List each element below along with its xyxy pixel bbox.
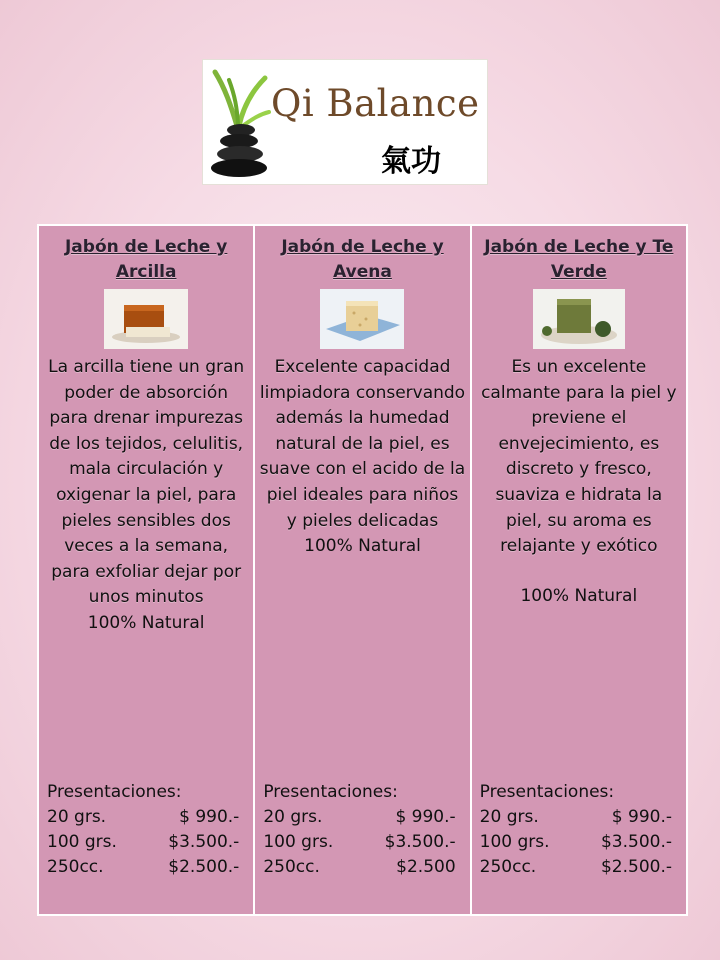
product-natural-label: 100% Natural [520,585,638,606]
presentation-size: 250cc. [47,857,104,877]
product-name-line2: Verde [550,262,607,282]
presentation-row [263,830,465,855]
presentation-size: 100 grs. [479,832,550,852]
product-cell-arcilla [38,225,254,915]
presentation-row [47,855,249,880]
product-description: Excelente capacidad limpiadora conservando además la humedad natural de la piel, es suave con el acido de la piel ideales para niños y pieles delicadas [259,357,466,531]
presentation-price: $ 990.- [611,807,672,827]
product-natural-label: 100% Natural [87,612,205,633]
product-name [472,226,686,285]
presentation-row [47,830,249,855]
presentation-price: $ 990.- [179,807,240,827]
product-cell-te-verde [471,225,687,915]
product-name-line2: Arcilla [115,262,177,282]
product-name-line1: Jabón de Leche y Te [484,237,674,257]
brand-chinese-characters: 氣功 [381,144,441,179]
product-name-line2: Avena [333,262,392,282]
presentations-label: Presentaciones: [47,782,182,802]
brand-name: Qi Balance [271,82,480,125]
presentation-row [47,805,249,830]
presentation-size: 20 grs. [47,807,107,827]
product-name [255,226,469,285]
presentation-size: 250cc. [479,857,537,877]
zen-stones-bamboo-icon [207,66,271,180]
product-name-line1: Jabón de Leche y [281,237,444,257]
product-name-line1: Jabón de Leche y [64,237,228,257]
presentation-size: 100 grs. [47,832,117,852]
presentation-size: 100 grs. [263,832,334,852]
presentation-price: $2.500.- [168,857,240,877]
presentation-price: $3.500.- [168,832,240,852]
presentation-price: $3.500.- [384,832,456,852]
products-table [37,224,688,916]
presentation-row [480,855,682,880]
green-tea-soap-image [533,289,625,349]
product-natural-label: 100% Natural [304,536,421,557]
presentations-list [263,780,465,880]
presentation-row [263,805,465,830]
presentation-price: $2.500 [396,857,456,877]
presentations-label: Presentaciones: [263,782,398,802]
product-description: Es un excelente calmante para la piel y previene el envejecimiento, es discreto y fresco, suaviza e hidrata la piel, su aroma es relajante y exótico [481,357,677,557]
presentations-list [47,780,249,880]
presentation-size: 20 grs. [479,807,539,827]
presentations-label: Presentaciones: [479,782,615,802]
presentation-row [263,855,465,880]
presentation-size: 250cc. [263,857,320,877]
presentation-row [480,830,682,855]
presentation-price: $3.500.- [600,832,672,852]
product-name [39,226,253,285]
clay-soap-image [104,289,188,349]
presentation-size: 20 grs. [263,807,323,827]
qi-balance-logo [202,59,488,185]
presentation-row [480,805,682,830]
oat-soap-image [320,289,404,349]
product-description: La arcilla tiene un gran poder de absorción para drenar impurezas de los tejidos, celulitis, mala circulación y oxigenar la piel, para pieles sensibles dos veces a la semana, para exfoliar dejar por unos minutos [48,357,245,608]
presentation-price: $ 990.- [395,807,456,827]
product-cell-avena [254,225,470,915]
presentation-price: $2.500.- [600,857,672,877]
presentations-list [480,780,682,880]
